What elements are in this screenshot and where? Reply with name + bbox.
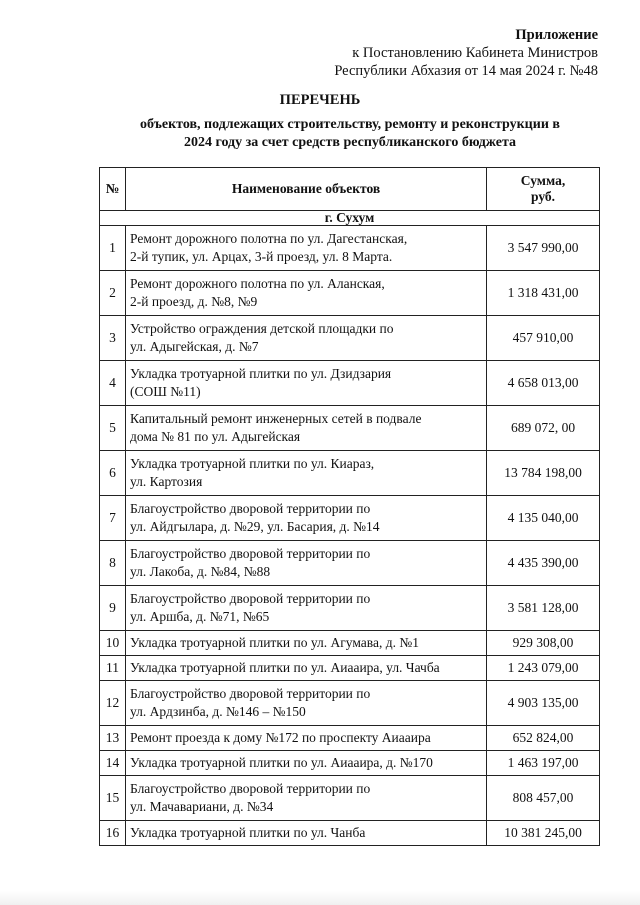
object-sum: 1 463 197,00 (487, 751, 600, 776)
object-name-line-1: Капитальный ремонт инженерных сетей в подвале (130, 411, 422, 426)
table-row (100, 316, 600, 361)
object-name-line-2: ул. Лакоба, д. №84, №88 (130, 564, 271, 579)
section-label: г. Сухум (100, 211, 600, 226)
table-row (100, 451, 600, 496)
object-name-line-1: Укладка тротуарной плитки по ул. Аиааира, д. №170 (130, 755, 433, 770)
object-sum: 13 784 198,00 (487, 451, 600, 496)
object-sum: 457 910,00 (487, 316, 600, 361)
table-row (100, 496, 600, 541)
object-name-line-1: Ремонт дорожного полотна по ул. Аланская, (130, 276, 385, 291)
object-sum: 4 135 040,00 (487, 496, 600, 541)
row-number: 3 (100, 316, 126, 361)
object-name-line-1: Укладка тротуарной плитки по ул. Агумава, д. №1 (130, 635, 419, 650)
col-number-header: № (100, 168, 126, 211)
object-sum: 4 658 013,00 (487, 361, 600, 406)
row-number: 5 (100, 406, 126, 451)
table-header-row (100, 168, 600, 211)
object-sum: 10 381 245,00 (487, 821, 600, 846)
object-name-line-1: Укладка тротуарной плитки по ул. Дзидзария (130, 366, 392, 381)
object-name (126, 631, 487, 656)
object-name (126, 656, 487, 681)
table-row (100, 656, 600, 681)
appendix-line-2: Республики Абхазия от 14 мая 2024 г. №48 (334, 63, 598, 79)
object-name (126, 751, 487, 776)
object-sum: 808 457,00 (487, 776, 600, 821)
row-number: 1 (100, 226, 126, 271)
table-row (100, 406, 600, 451)
object-name-line-1: Благоустройство дворовой территории по (130, 546, 371, 561)
row-number: 12 (100, 681, 126, 726)
object-name-line-2: 2-й тупик, ул. Арцах, 3-й проезд, ул. 8 Марта. (130, 249, 393, 264)
subtitle-line-2: 2024 году за счет средств республиканского бюджета (183, 135, 517, 150)
row-number: 16 (100, 821, 126, 846)
object-name-line-1: Укладка тротуарной плитки по ул. Киараз, (130, 456, 375, 471)
object-name-line-1: Укладка тротуарной плитки по ул. Аиааира, ул. Чачба (130, 660, 440, 675)
section-row (100, 211, 600, 226)
object-name-line-1: Благоустройство дворовой территории по (130, 686, 371, 701)
object-name (126, 451, 487, 496)
object-name-line-2: ул. Ардзинба, д. №146 – №150 (130, 704, 306, 719)
object-sum: 3 547 990,00 (487, 226, 600, 271)
object-name (126, 271, 487, 316)
col-sum-header-line-2: руб. (530, 189, 556, 204)
document-title: ПЕРЕЧЕНЬ (279, 92, 361, 108)
table-row (100, 586, 600, 631)
object-name-line-2: 2-й проезд, д. №8, №9 (130, 294, 258, 309)
row-number: 10 (100, 631, 126, 656)
subtitle-line-1: объектов, подлежащих строительству, ремонту и реконструкции в (140, 117, 560, 132)
object-name (126, 226, 487, 271)
appendix-note (334, 26, 598, 80)
object-name-line-1: Благоустройство дворовой территории по (130, 781, 371, 796)
object-name-line-1: Ремонт проезда к дому №172 по проспекту Аиааира (130, 730, 431, 745)
object-name-line-1: Устройство ограждения детской площадки по (130, 321, 394, 336)
table-body (100, 211, 600, 846)
object-sum: 1 243 079,00 (487, 656, 600, 681)
object-sum: 1 318 431,00 (487, 271, 600, 316)
object-name (126, 541, 487, 586)
row-number: 6 (100, 451, 126, 496)
object-name (126, 586, 487, 631)
object-name (126, 776, 487, 821)
object-sum: 929 308,00 (487, 631, 600, 656)
object-name-line-2: ул. Мачавариани, д. №34 (130, 799, 274, 814)
page-bottom-edge (0, 891, 640, 905)
object-name (126, 681, 487, 726)
row-number: 2 (100, 271, 126, 316)
table-row (100, 271, 600, 316)
object-sum: 4 903 135,00 (487, 681, 600, 726)
object-name-line-1: Благоустройство дворовой территории по (130, 591, 371, 606)
row-number: 15 (100, 776, 126, 821)
object-sum: 4 435 390,00 (487, 541, 600, 586)
document-subtitle (100, 116, 600, 152)
object-name (126, 316, 487, 361)
row-number: 7 (100, 496, 126, 541)
object-name (126, 361, 487, 406)
table-row (100, 726, 600, 751)
object-name (126, 496, 487, 541)
row-number: 8 (100, 541, 126, 586)
table-row (100, 821, 600, 846)
object-name-line-1: Ремонт дорожного полотна по ул. Дагестанская, (130, 231, 408, 246)
row-number: 4 (100, 361, 126, 406)
object-name-line-2: ул. Адыгейская, д. №7 (130, 339, 259, 354)
table-row (100, 226, 600, 271)
object-name-line-1: Укладка тротуарной плитки по ул. Чанба (130, 825, 366, 840)
object-name-line-1: Благоустройство дворовой территории по (130, 501, 371, 516)
row-number: 14 (100, 751, 126, 776)
table-row (100, 681, 600, 726)
object-name-line-2: дома № 81 по ул. Адыгейская (130, 429, 301, 444)
object-name (126, 821, 487, 846)
row-number: 11 (100, 656, 126, 681)
row-number: 13 (100, 726, 126, 751)
appendix-heading: Приложение (515, 27, 598, 43)
col-sum-header-line-1: Сумма, (520, 173, 566, 188)
col-sum-header (487, 168, 600, 211)
objects-table (99, 167, 600, 846)
object-name (126, 406, 487, 451)
object-name (126, 726, 487, 751)
object-sum: 689 072, 00 (487, 406, 600, 451)
object-name-line-2: ул. Картозия (130, 474, 203, 489)
object-name-line-2: ул. Айдгылара, д. №29, ул. Басария, д. №14 (130, 519, 380, 534)
appendix-line-1: к Постановлению Кабинета Министров (352, 45, 598, 61)
object-name-line-2: (СОШ №11) (130, 384, 201, 399)
table-row (100, 631, 600, 656)
object-name-line-2: ул. Аршба, д. №71, №65 (130, 609, 270, 624)
table-row (100, 751, 600, 776)
row-number: 9 (100, 586, 126, 631)
table-row (100, 361, 600, 406)
col-name-header: Наименование объектов (126, 168, 487, 211)
object-sum: 652 824,00 (487, 726, 600, 751)
table-row (100, 776, 600, 821)
table-row (100, 541, 600, 586)
object-sum: 3 581 128,00 (487, 586, 600, 631)
